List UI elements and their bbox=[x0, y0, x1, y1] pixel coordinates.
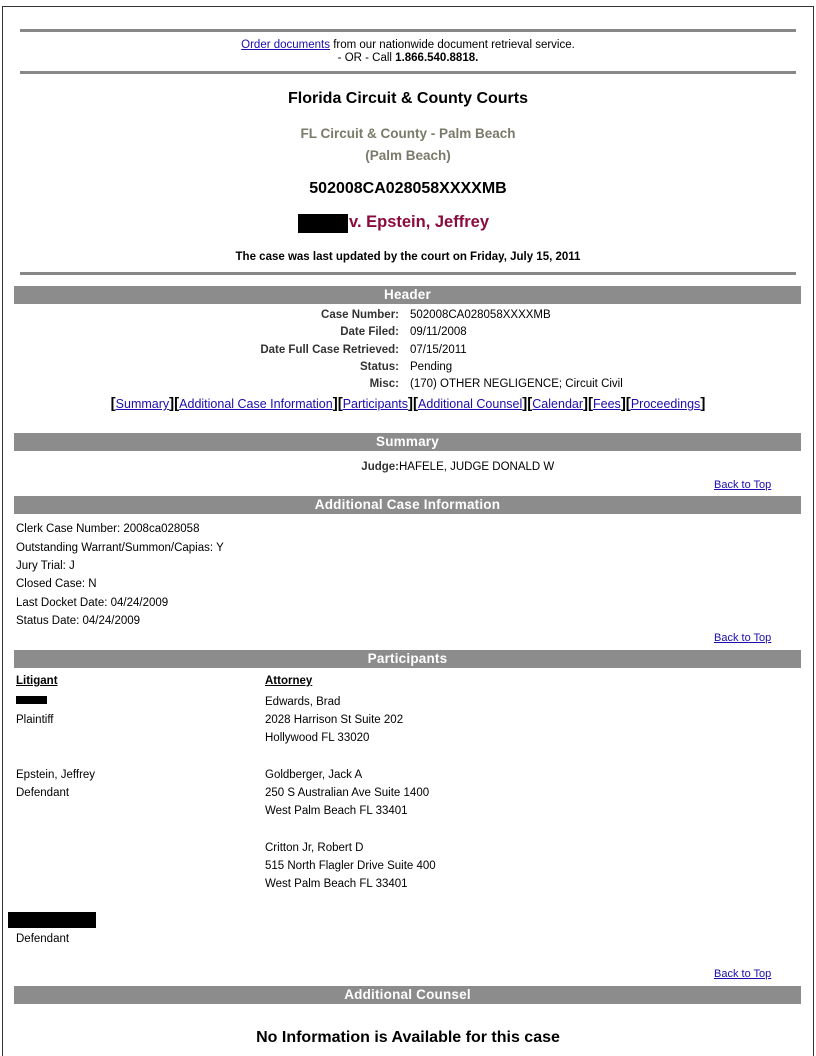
judge-label: Judge: bbox=[361, 461, 399, 473]
last-updated: The case was last updated by the court on Friday, July 15, 2011 bbox=[235, 251, 581, 263]
redaction-block bbox=[8, 912, 96, 928]
participants-section-bar: Participants bbox=[14, 650, 801, 668]
nav-proceedings-link[interactable]: Proceedings bbox=[630, 397, 701, 411]
no-information-message: No Information is Available for this case bbox=[256, 1029, 560, 1046]
field-label: Case Number: bbox=[321, 309, 399, 321]
info-line: Clerk Case Number: 2008ca028058 bbox=[16, 523, 200, 535]
court-subtitle-2: (Palm Beach) bbox=[365, 148, 451, 163]
field-value: 07/15/2011 bbox=[410, 344, 467, 356]
attorney-line: 250 S Australian Ave Suite 1400 bbox=[265, 787, 430, 799]
court-title: Florida Circuit & County Courts bbox=[288, 90, 528, 107]
redaction-block bbox=[298, 214, 348, 233]
field-value: 09/11/2008 bbox=[410, 326, 467, 338]
field-value: (170) OTHER NEGLIGENCE; Circuit Civil bbox=[410, 378, 623, 390]
court-divider bbox=[20, 272, 796, 275]
attorney-line: 2028 Harrison St Suite 202 bbox=[265, 714, 404, 726]
banner-phone: 1.866.540.8818. bbox=[395, 52, 479, 64]
nav-calendar-link[interactable]: Calendar bbox=[532, 397, 584, 411]
court-subtitle-1: FL Circuit & County - Palm Beach bbox=[300, 126, 516, 141]
summary-section-bar: Summary bbox=[14, 433, 801, 451]
nav-participants-link[interactable]: Participants bbox=[342, 397, 409, 411]
info-line: Status Date: 04/24/2009 bbox=[16, 615, 141, 627]
back-to-top-link[interactable]: Back to Top bbox=[714, 968, 772, 980]
litigant-role: Defendant bbox=[16, 933, 70, 945]
order-documents-link[interactable]: Order documents bbox=[241, 39, 331, 51]
attorney-line: Goldberger, Jack A bbox=[265, 769, 363, 781]
additional-counsel-section-bar: Additional Counsel bbox=[14, 986, 801, 1004]
field-value: Pending bbox=[410, 361, 453, 373]
field-value: 502008CA028058XXXXMB bbox=[410, 309, 551, 321]
case-title: v. Epstein, Jeffrey bbox=[349, 213, 490, 231]
banner-or-call: - OR - Call bbox=[337, 52, 396, 64]
order-banner bbox=[0, 39, 816, 65]
redaction-block bbox=[16, 696, 47, 704]
judge-value: HAFELE, JUDGE DONALD W bbox=[399, 461, 555, 473]
section-nav: [Summary][Additional Case Information][Participants][Additional Counsel][Calendar][Fees][Proceedings] bbox=[110, 395, 706, 412]
attorney-column-header: Attorney bbox=[265, 675, 313, 687]
nav-fees-link[interactable]: Fees bbox=[593, 397, 621, 411]
litigant-role: Plaintiff bbox=[16, 714, 54, 726]
field-label: Date Filed: bbox=[340, 326, 399, 338]
header-section-bar: Header bbox=[14, 286, 801, 304]
info-line: Last Docket Date: 04/24/2009 bbox=[16, 597, 169, 609]
banner-text: from our nationwide document retrieval service. bbox=[330, 39, 575, 51]
field-label: Status: bbox=[360, 361, 399, 373]
info-line: Closed Case: N bbox=[16, 578, 97, 590]
top-divider bbox=[20, 29, 796, 32]
litigant-column-header: Litigant bbox=[16, 675, 58, 687]
additional-info-section-bar: Additional Case Information bbox=[14, 496, 801, 514]
nav-additional-case-info-link[interactable]: Additional Case Information bbox=[179, 397, 333, 411]
attorney-line: Hollywood FL 33020 bbox=[265, 732, 370, 744]
field-label: Date Full Case Retrieved: bbox=[260, 344, 399, 356]
back-to-top-link[interactable]: Back to Top bbox=[714, 479, 772, 491]
banner-divider bbox=[20, 71, 796, 74]
attorney-line: West Palm Beach FL 33401 bbox=[265, 805, 408, 817]
info-line: Outstanding Warrant/Summon/Capias: Y bbox=[16, 542, 224, 554]
litigant-role: Defendant bbox=[16, 787, 70, 799]
case-code: 502008CA028058XXXXMB bbox=[309, 180, 507, 197]
info-line: Jury Trial: J bbox=[16, 560, 75, 572]
field-label: Misc: bbox=[369, 378, 399, 390]
nav-summary-link[interactable]: Summary bbox=[115, 397, 170, 411]
attorney-line: 515 North Flagler Drive Suite 400 bbox=[265, 860, 436, 872]
attorney-line: West Palm Beach FL 33401 bbox=[265, 878, 408, 890]
back-to-top-link[interactable]: Back to Top bbox=[714, 632, 772, 644]
attorney-line: Critton Jr, Robert D bbox=[265, 842, 364, 854]
attorney-line: Edwards, Brad bbox=[265, 696, 341, 708]
nav-additional-counsel-link[interactable]: Additional Counsel bbox=[418, 397, 523, 411]
litigant-name: Epstein, Jeffrey bbox=[16, 769, 96, 781]
